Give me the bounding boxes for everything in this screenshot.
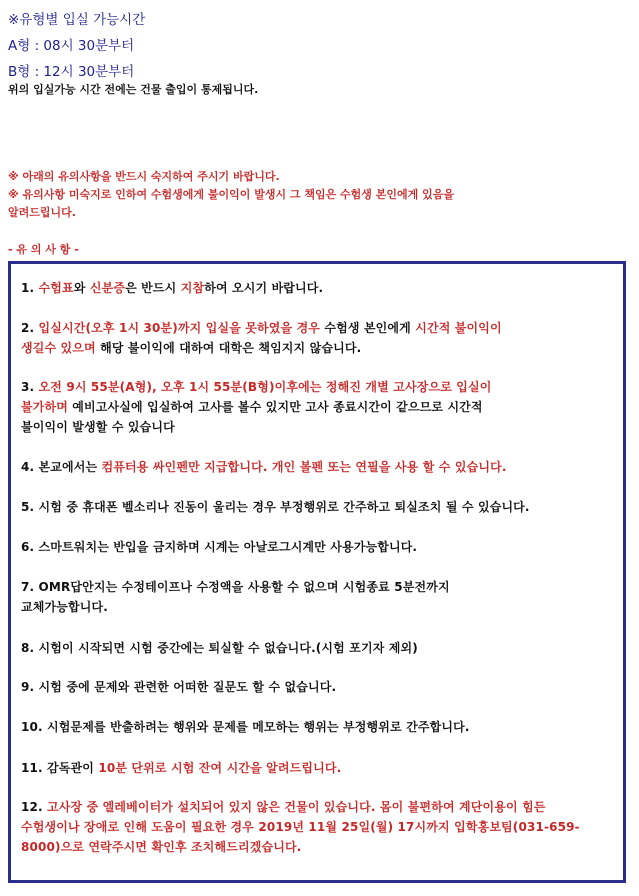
notice-box <box>8 261 626 883</box>
notice-item-1: 1. 수험표와 신분증은 반드시 지참하여 오시기 바랍니다. <box>21 281 324 295</box>
notice-item-10: 10. 시험문제를 반출하려는 행위와 문제를 메모하는 행위는 부정행위로 간주합니다. <box>21 720 470 734</box>
entry-time-title: ※유형별 입실 가능시간 <box>8 12 146 28</box>
notice-item-7: 7. OMR답안지는 수정테이프나 수정액을 사용할 수 없으며 시험종료 5분전까지 교체가능합니다. <box>21 580 450 614</box>
notice-item-11: 11. 감독관이 10분 단위로 시험 잔여 시간을 알려드립니다. <box>21 761 342 775</box>
type-b-time: B형 : 12시 30분부터 <box>8 64 135 80</box>
warning-line-1: ※ 아래의 유의사항을 반드시 숙지하여 주시기 바랍니다. <box>8 170 280 183</box>
notice-item-4: 4. 본교에서는 컴퓨터용 싸인펜만 지급합니다. 개인 볼펜 또는 연필을 사용 할 수 있습니다. <box>21 460 507 474</box>
warning-line-2: ※ 유의사항 미숙지로 인하여 수험생에게 불이익이 발생시 그 책임은 수험생 본인에게 있음을 <box>8 188 454 201</box>
entry-control-note: 위의 입실가능 시간 전에는 건물 출입이 통제됩니다. <box>8 83 259 96</box>
notice-item-9: 9. 시험 중에 문제와 관련한 어떠한 질문도 할 수 없습니다. <box>21 680 337 694</box>
notice-item-12: 12. 고사장 중 엘레베이터가 설치되어 있지 않은 건물이 있습니다. 몸이 불편하여 계단이용이 힘든 수험생이나 장애로 인해 도움이 필요한 경우 2019년 11월 25일(월) 17시까지 입학홍보팀(031-659- 8000)으로 연락주시면 확인후 조치해드리겠습니다. <box>21 800 580 854</box>
notice-section-title: - 유 의 사 항 - <box>8 243 79 256</box>
notice-item-5: 5. 시험 중 휴대폰 벨소리나 진동이 울리는 경우 부정행위로 간주하고 퇴실조치 될 수 있습니다. <box>21 500 530 514</box>
type-a-time: A형 : 08시 30분부터 <box>8 38 135 54</box>
notice-item-2: 2. 입실시간(오후 1시 30분)까지 입실을 못하였을 경우 수험생 본인에게 시간적 불이익이 생길수 있으며 해당 불이익에 대하여 대학은 책임지지 않습니다. <box>21 321 502 355</box>
warning-line-3: 알려드립니다. <box>8 206 76 219</box>
notice-item-3: 3. 오전 9시 55분(A형), 오후 1시 55분(B형)이후에는 정해진 개별 고사장으로 입실이 불가하며 예비고사실에 입실하여 고사를 볼수 있지만 고사 종료시간이 같으므로 시간적 불이익이 발생할 수 있습니다 <box>21 380 492 434</box>
notice-item-6: 6. 스마트워치는 반입을 금지하며 시계는 아날로그시계만 사용가능합니다. <box>21 540 418 554</box>
notice-item-8: 8. 시험이 시작되면 시험 중간에는 퇴실할 수 없습니다.(시험 포기자 제외) <box>21 641 418 655</box>
